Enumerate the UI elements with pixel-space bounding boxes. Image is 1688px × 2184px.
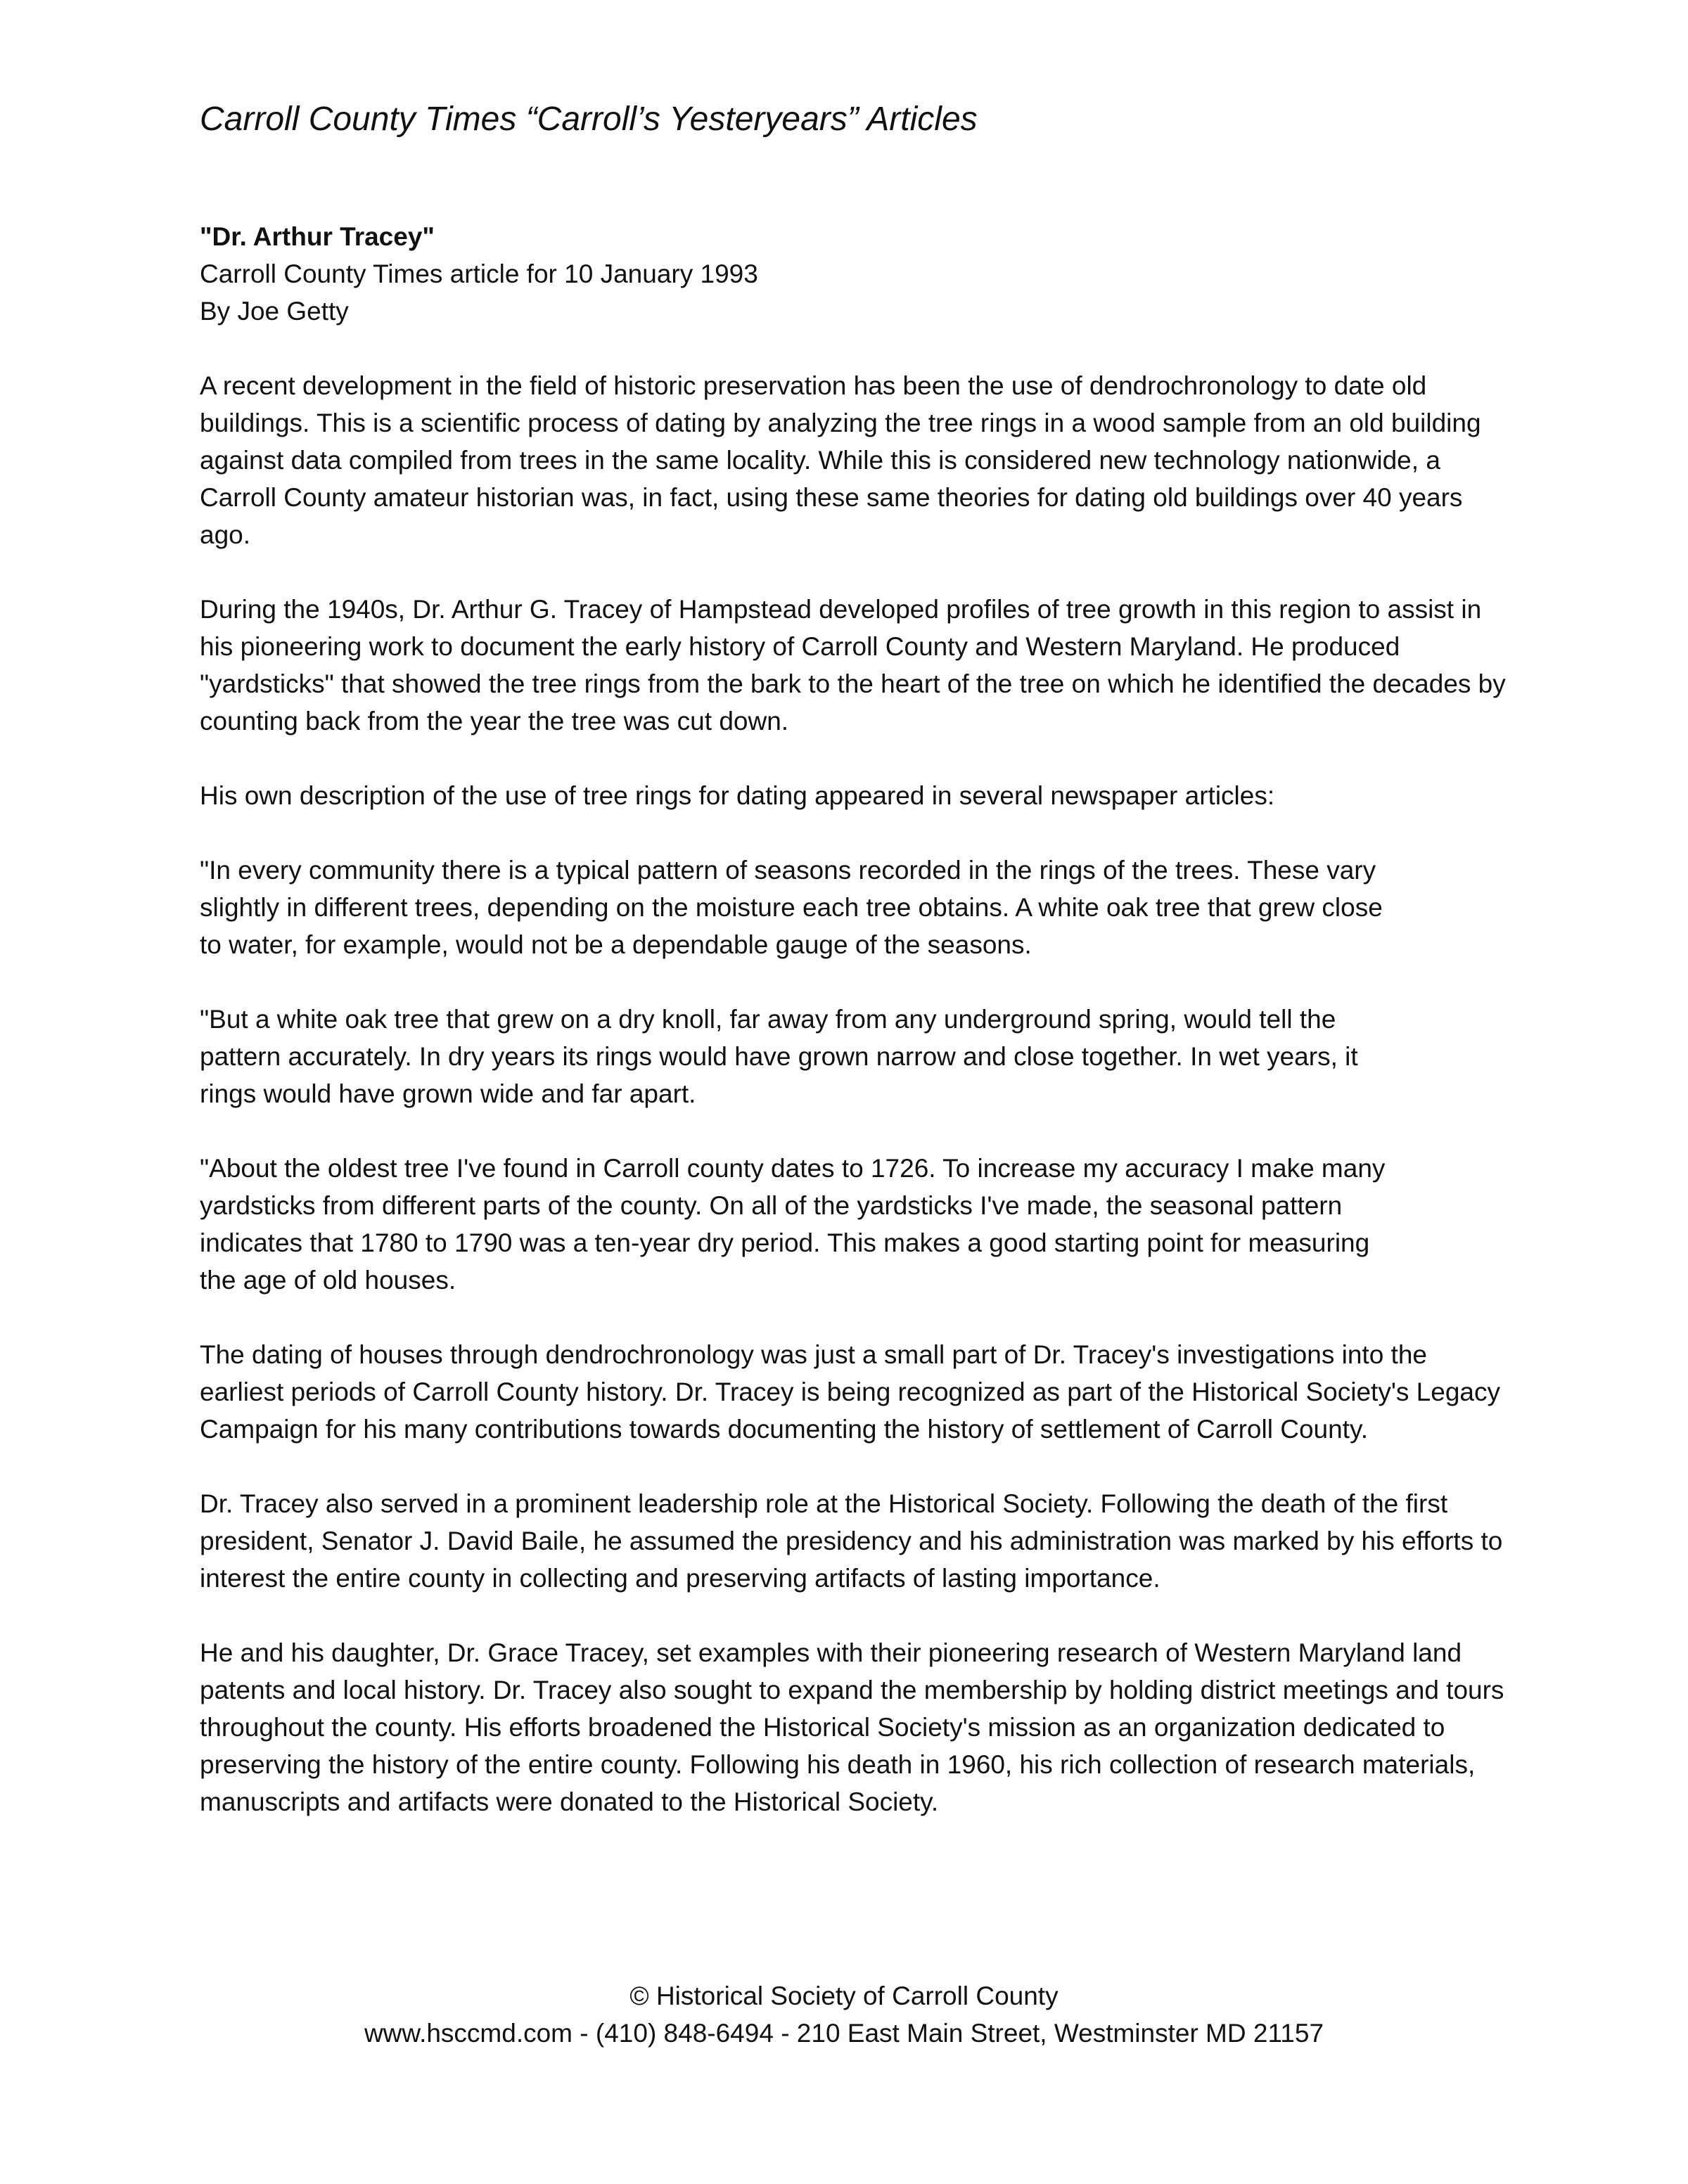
block-quote: "In every community there is a typical pattern of seasons recorded in the rings of the trees. These vary slightly in different trees, depending on the moisture each tree obtains. A white oak tree that grew close to water, for example, would not be a dependable gauge of the seasons. xyxy=(200,856,1383,959)
paragraph-dendrochronology: The dating of houses through dendrochronology was just a small part of Dr. Tracey's investigations into the earliest periods of Carroll County history. Dr. Tracey is being recognized as part of the Historical Society's Legacy Campaign for his many contributions towards documenting the history of settlement of Carroll County. xyxy=(200,1340,1500,1444)
footer-copyright: © Historical Society of Carroll County xyxy=(629,1981,1059,2010)
footer-contact: www.hsccmd.com - (410) 848-6494 - 210 East Main Street, Westminster MD 21157 xyxy=(364,2019,1324,2048)
page-footer xyxy=(0,1977,1688,2052)
article-dateline: Carroll County Times article for 10 January 1993 xyxy=(200,259,758,288)
paragraph-leadership: Dr. Tracey also served in a prominent leadership role at the Historical Society. Following the death of the first president, Senator J. David Baile, he assumed the presidency and his administration was marked by his efforts to interest the entire county in collecting and preserving artifacts of lasting importance. xyxy=(200,1489,1503,1593)
article-byline: By Joe Getty xyxy=(200,297,349,326)
block-quote: "But a white oak tree that grew on a dry knoll, far away from any underground spring, would tell the pattern accurately. In dry years its rings would have grown narrow and close together. In wet years, it rings would have grown wide and far apart. xyxy=(200,1005,1358,1108)
series-title: Carroll County Times “Carroll’s Yesteryears” Articles xyxy=(200,101,978,138)
article-header xyxy=(200,218,1508,330)
article xyxy=(200,218,1508,1858)
article-title: "Dr. Arthur Tracey" xyxy=(200,222,435,251)
paragraph-intro: A recent development in the field of historic preservation has been the use of dendrochronology to date old buildings. This is a scientific process of dating by analyzing the tree rings in a wood sample from an old building against data compiled from trees in the same locality. While this is considered new technology nationwide, a Carroll County amateur historian was, in fact, using these same theories for dating old buildings over 40 years ago. xyxy=(200,371,1481,549)
block-quote: "About the oldest tree I've found in Carroll county dates to 1726. To increase my accuracy I make many yardsticks from different parts of the county. On all of the yardsticks I've made, the seasonal pattern indicates that 1780 to 1790 was a ten-year dry period. This makes a good starting point for measuring the age of old houses. xyxy=(200,1154,1386,1295)
paragraph-tracey-profiles: During the 1940s, Dr. Arthur G. Tracey of Hampstead developed profiles of tree growth in this region to assist in his pioneering work to document the early history of Carroll County and Western Maryland. He produced "yardsticks" that showed the tree rings from the bark to the heart of the tree on which he identified the decades by counting back from the year the tree was cut down. xyxy=(200,595,1506,736)
paragraph-quote-lead: His own description of the use of tree rings for dating appeared in several newspaper articles: xyxy=(200,781,1275,810)
paragraph-legacy: He and his daughter, Dr. Grace Tracey, set examples with their pioneering research of Western Maryland land patents and local history. Dr. Tracey also sought to expand the membership by holding district meetings and tours throughout the county. His efforts broadened the Historical Society's mission as an organization dedicated to preserving the history of the entire county. Following his death in 1960, his rich collection of research materials, manuscripts and artifacts were donated to the Historical Society. xyxy=(200,1638,1504,1816)
